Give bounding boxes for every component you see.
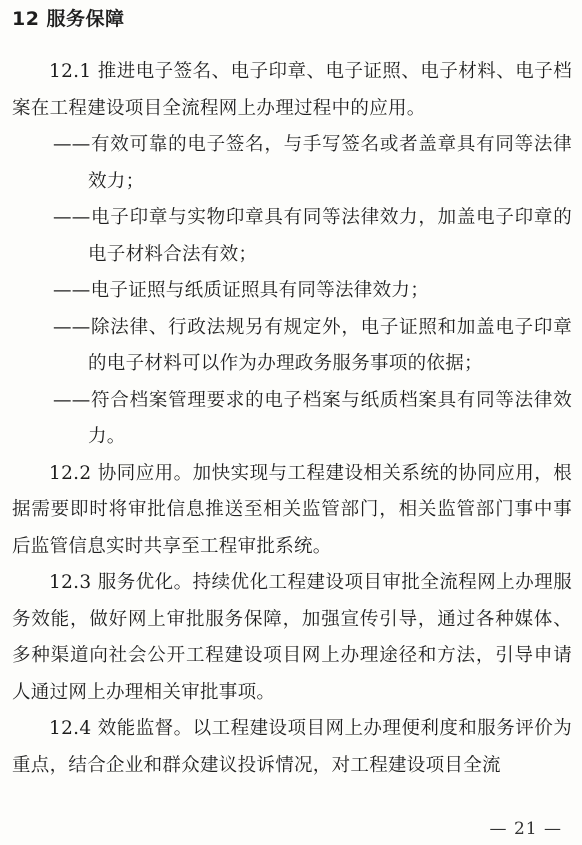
section-heading: 12 服务保障 [12,8,125,30]
dash-item-electronic-signature: ——有效可靠的电子签名，与手写签名或者盖章具有同等法律效力； [53,134,572,192]
dash-item-electronic-archive: ——符合档案管理要求的电子档案与纸质档案具有同等法律效力。 [53,389,572,447]
paragraph-12-2: 12.2 协同应用。加快实现与工程建设相关系统的协同应用，根据需要即时将审批信息推送至相关监管部门，相关监管部门事中事后监管信息实时共享至工程审批系统。 [12,462,572,557]
paragraph-12-1: 12.1 推进电子签名、电子印章、电子证照、电子材料、电子档案在工程建设项目全流程网上办理过程中的应用。 [12,61,572,119]
page-number: — 21 — [489,819,562,839]
dash-item-legal-basis: ——除法律、行政法规另有规定外，电子证照和加盖电子印章的电子材料可以作为办理政务服务事项的依据； [53,316,572,374]
dash-item-electronic-license: ——电子证照与纸质证照具有同等法律效力； [53,280,430,301]
dash-item-electronic-seal: ——电子印章与实物印章具有同等法律效力，加盖电子印章的电子材料合法有效； [53,207,572,265]
paragraph-12-3: 12.3 服务优化。持续优化工程建设项目审批全流程网上办理服务效能，做好网上审批服务保障，加强宣传引导，通过各种媒体、多种渠道向社会公开工程建设项目网上办理途径和方法，引导申请人通过网上办理相关审批事项。 [12,572,572,703]
paragraph-12-4: 12.4 效能监督。以工程建设项目网上办理便利度和服务评价为重点，结合企业和群众建议投诉情况，对工程建设项目全流 [12,718,572,776]
